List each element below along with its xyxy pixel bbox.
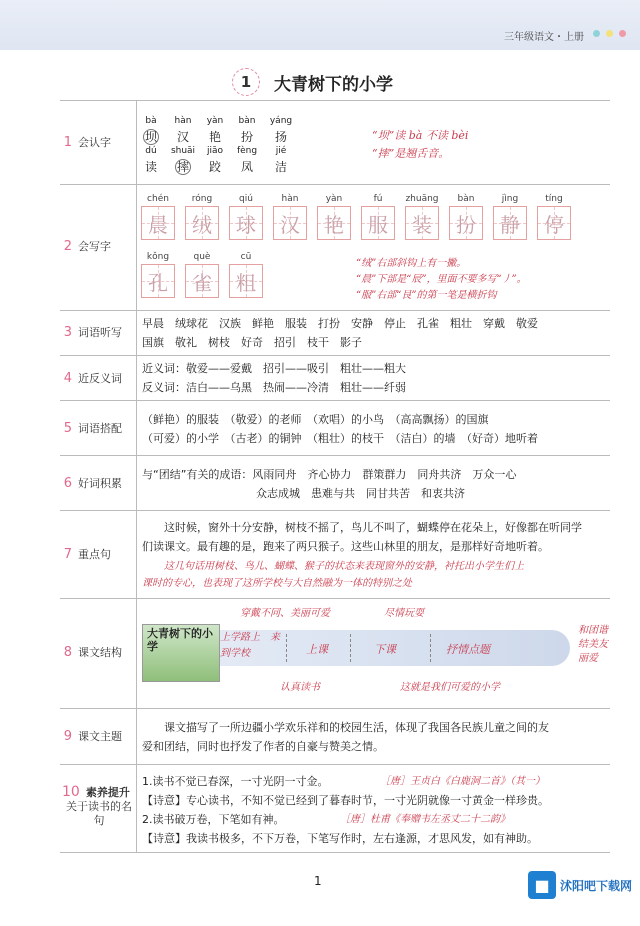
dictation-line: 早晨 绒球花 汉族 鲜艳 服装 打扮 安静 停止 孔雀 粗壮 穿戴 敬爱 (142, 317, 538, 330)
dot-teal (593, 30, 600, 37)
watermark-text: 沭阳吧下载网 (560, 878, 633, 893)
quote-source: ［唐］王贞白《白鹿洞二首》（其一） (380, 776, 545, 787)
row-divider (60, 184, 610, 185)
dot-pink (619, 30, 626, 37)
row-divider (60, 510, 610, 511)
row-divider (60, 355, 610, 356)
good-words-line: 众志成城 患难与共 同甘共苦 和衷共济 (256, 487, 465, 500)
section-label: 4 近反义词 (63, 370, 122, 386)
write-note: “绒”右部斜钩上有一撇。 (356, 258, 467, 269)
structure-tick (350, 634, 352, 662)
quote-meaning: 【诗意】我读书极多，不下万卷，下笔写作时，左右逢源，才思风发，如有神助。 (142, 832, 538, 845)
recognize-note: “坝”读 bà 不读 bèi (372, 129, 469, 142)
section-label: 10 素养提升 关于读书的名句 (62, 784, 132, 827)
recognize-note: “摔”是翘舌音。 (372, 147, 450, 160)
section-label: 5 词语搭配 (63, 420, 122, 436)
write-note: “晨”下部是“辰”，里面不要多写“丿”。 (356, 274, 527, 285)
quote-line: 1.读书不觉已春深，一寸光阴一寸金。 (142, 775, 329, 788)
row-divider (60, 708, 610, 709)
collocation-line: （可爱）的小学 （古老）的铜钟 （粗壮）的枝干 （洁白）的墙 （好奇）地听着 (142, 432, 538, 445)
structure-stage: 上课 (306, 643, 328, 656)
lesson-number: 1 (232, 68, 260, 96)
structure-image: 大青树下的小学 (142, 624, 220, 682)
antonym-line: 反义词：洁白——乌黑 热闹——冷清 粗壮——纤弱 (142, 381, 406, 394)
structure-bottom-note: 认真读书 (280, 682, 320, 693)
structure-start: 上学路上 来到学校 (220, 632, 280, 659)
key-sentence-note: 这几句话用树枝、鸟儿、蝴蝶、猴子的状态来表现窗外的安静，衬托出小学生们上 (164, 561, 524, 572)
row-divider (60, 310, 610, 311)
write-note: “服”右部“艮”的第一笔是横折钩 (356, 290, 497, 301)
key-sentence-line: 这时候，窗外十分安静，树枝不摇了，鸟儿不叫了，蝴蝶停在花朵上，好像都在听同学 (164, 521, 582, 534)
watermark-logo (528, 868, 636, 902)
page-number: 1 (314, 874, 322, 888)
theme-line: 课文描写了一所边疆小学欢乐祥和的校园生活，体现了我国各民族儿童之间的友 (164, 721, 549, 734)
row-divider (60, 598, 610, 599)
structure-bottom-note: 这就是我们可爱的小学 (400, 682, 500, 693)
structure-top-note: 穿戴不同、美丽可爱 (240, 608, 330, 619)
structure-stage: 抒情点题 (446, 643, 490, 656)
synonym-line: 近义词：敬爱——爱戴 招引——吸引 粗壮——粗大 (142, 362, 406, 375)
key-sentence-note: 课时的专心，也表现了这所学校与大自然融为一体的特别之处 (142, 578, 412, 589)
structure-top-note: 尽情玩耍 (384, 608, 424, 619)
section-label: 7 重点句 (63, 546, 111, 562)
header-book-title: 三年级语文・上册 (504, 32, 584, 43)
structure-summary: 和团谐结美友丽爱 (578, 625, 608, 664)
row-divider (60, 764, 610, 765)
section-label: 1 会认字 (63, 134, 111, 150)
section-label: 8 课文结构 (63, 644, 122, 660)
structure-tick (286, 634, 288, 662)
key-sentence-line: 们读课文。最有趣的是，跑来了两只猴子。这些山林里的朋友，是那样好奇地听着。 (142, 540, 549, 553)
quote-meaning: 【诗意】专心读书，不知不觉已经到了暮春时节，一寸光阴就像一寸黄金一样珍贵。 (142, 794, 549, 807)
column-divider (136, 100, 137, 852)
good-words-line: 与“团结”有关的成语：风雨同舟 齐心协力 群策群力 同舟共济 万众一心 (142, 468, 517, 481)
lesson-title: 大青树下的小学 (274, 74, 393, 95)
row-divider (60, 852, 610, 853)
quote-line: 2.读书破万卷，下笔如有神。 (142, 813, 285, 826)
dictation-line: 国旗 敬礼 树枝 好奇 招引 枝干 影子 (142, 336, 362, 349)
collocation-line: （鲜艳）的服装 （敬爱）的老师 （欢唱）的小鸟 （高高飘扬）的国旗 (142, 413, 489, 426)
structure-stage: 下课 (374, 643, 396, 656)
structure-tick (430, 634, 432, 662)
section-label: 2 会写字 (63, 238, 111, 254)
row-divider (60, 455, 610, 456)
section-label: 6 好词积累 (63, 475, 122, 491)
header-dots (593, 30, 626, 37)
theme-line: 爱和团结，同时也抒发了作者的自豪与赞美之情。 (142, 740, 384, 753)
lesson-heading (232, 68, 393, 96)
row-divider (60, 100, 610, 101)
section-label: 9 课文主题 (63, 728, 122, 744)
cube-icon: ■ (528, 871, 556, 899)
section-label: 3 词语听写 (63, 324, 122, 340)
row-divider (60, 400, 610, 401)
quote-source: ［唐］杜甫《奉赠韦左丞丈二十二韵》 (340, 814, 510, 825)
dot-yellow (606, 30, 613, 37)
